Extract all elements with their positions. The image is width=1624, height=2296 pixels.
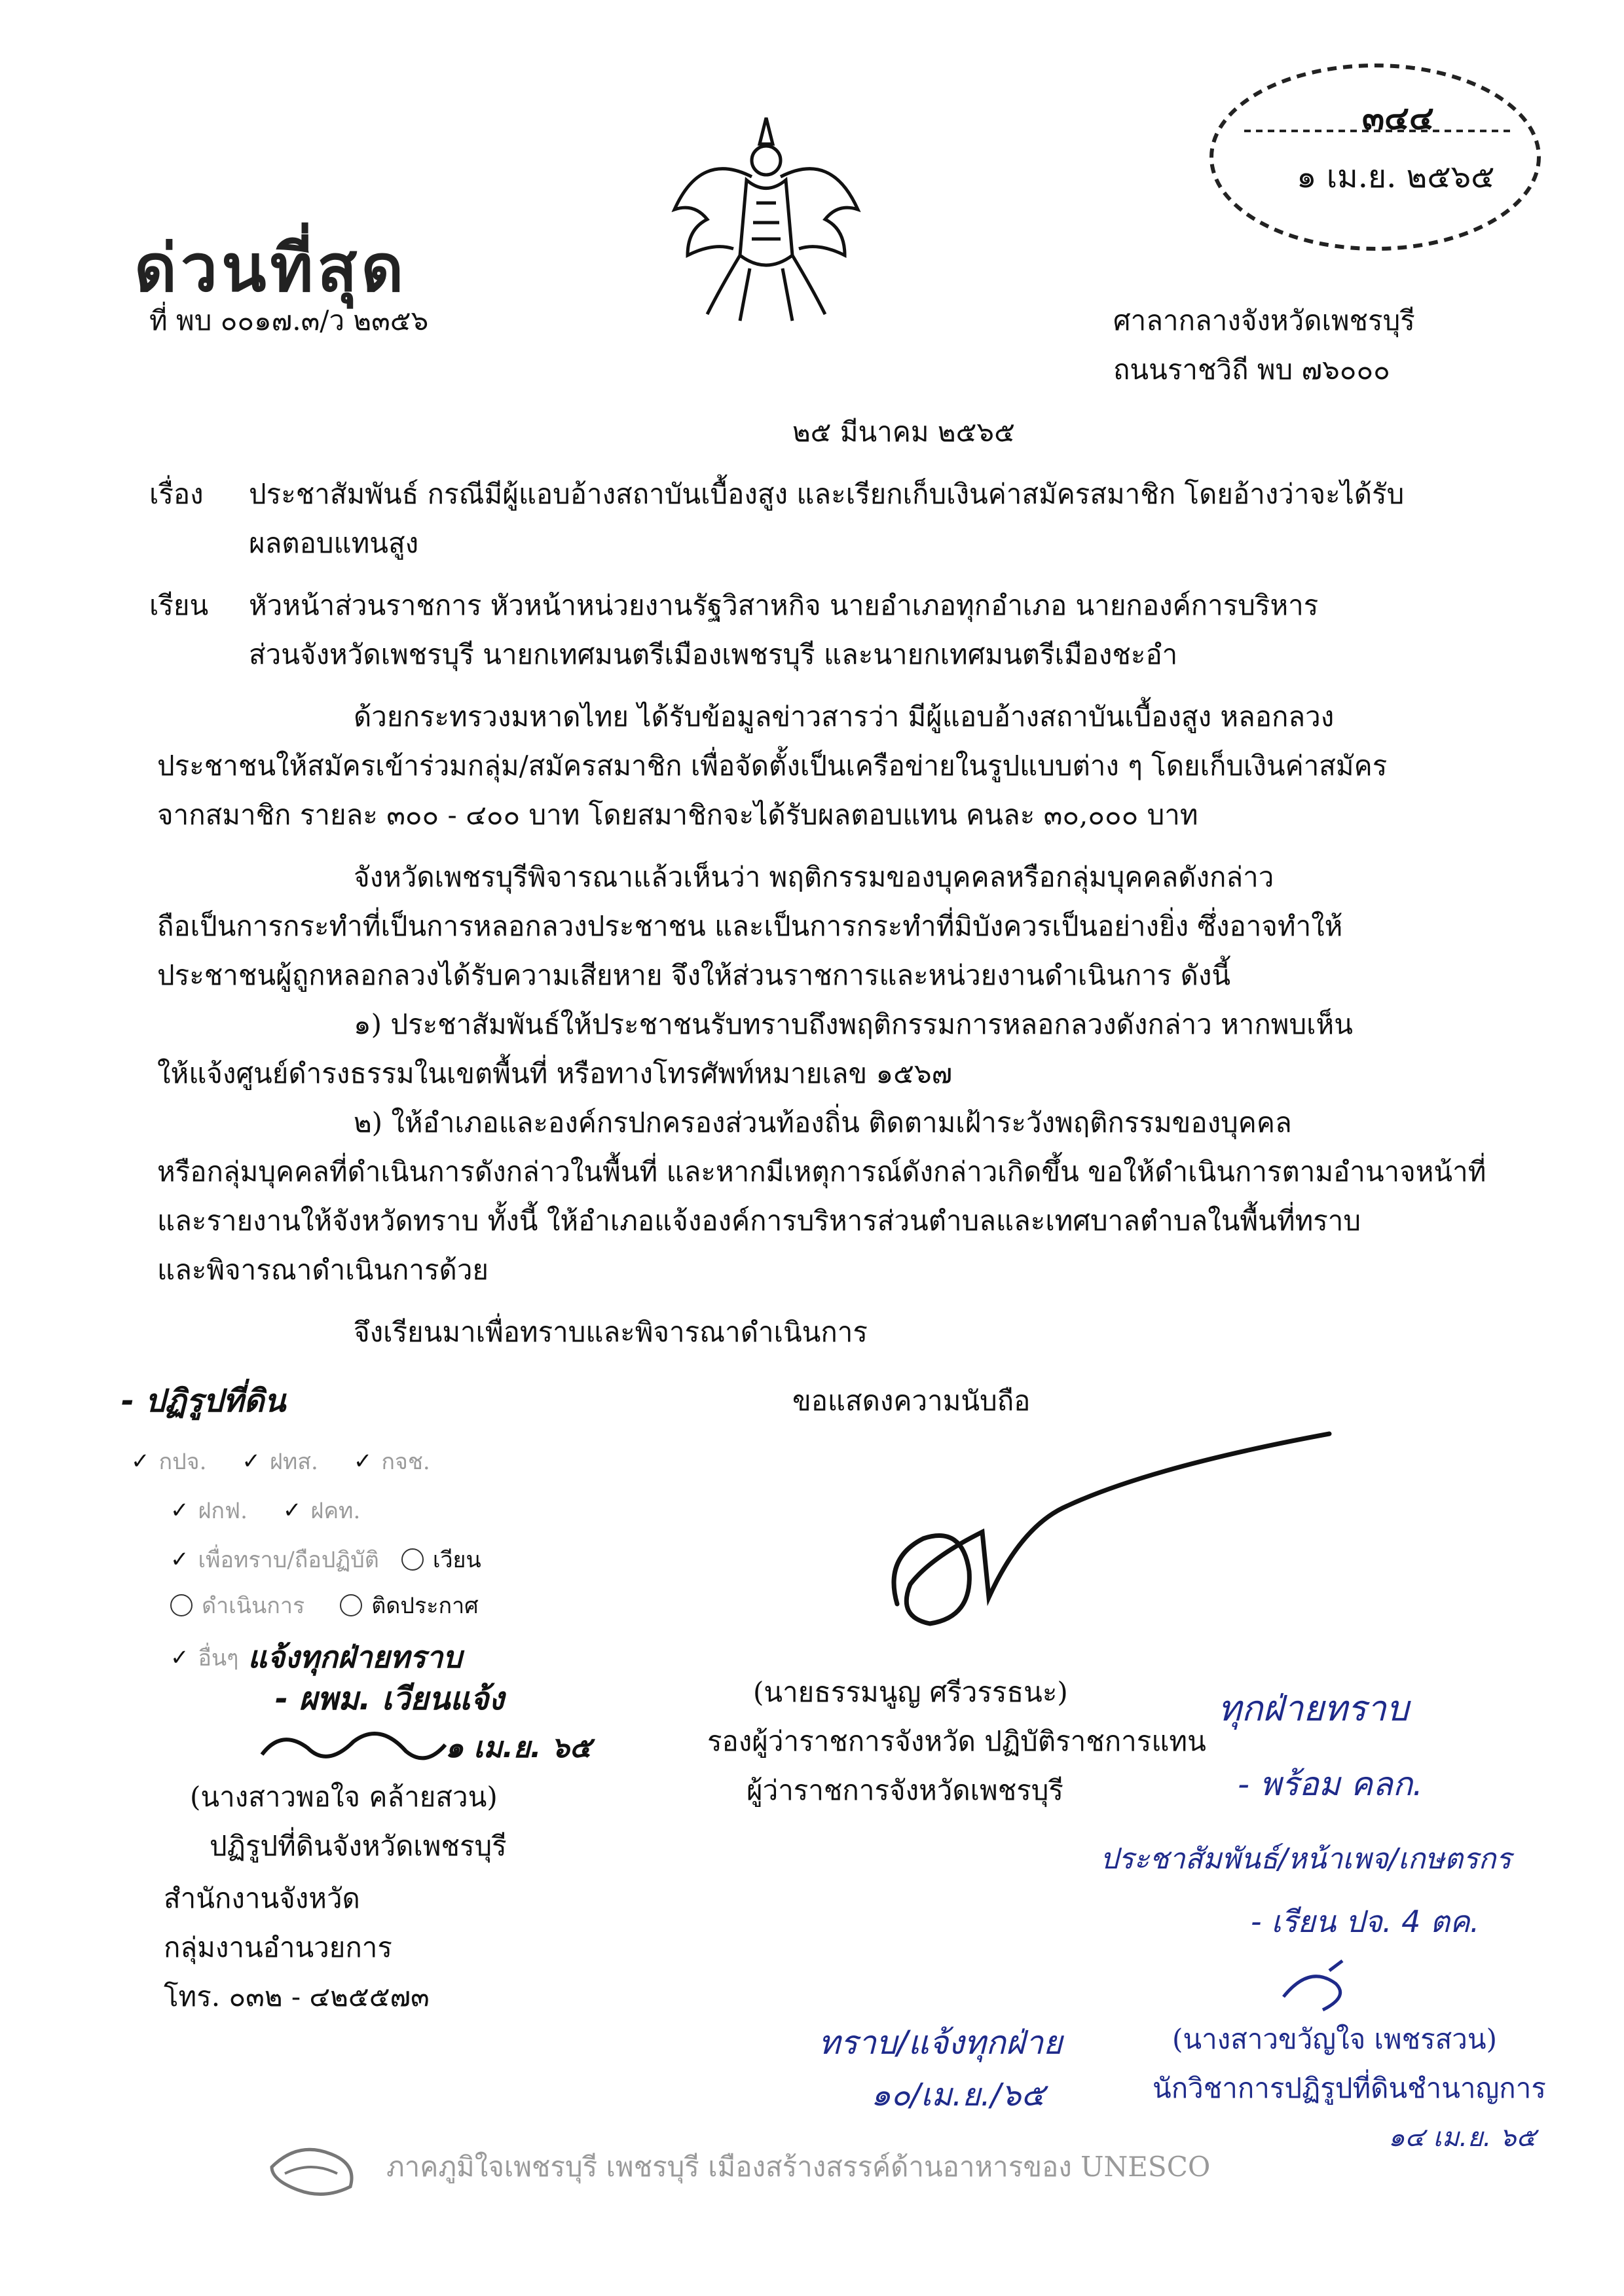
routing-option-5: ฝคท. <box>310 1498 361 1524</box>
subject-line1: ประชาสัมพันธ์ กรณีมีผู้แอบอ้างสถาบันเบื้องสูง และเรียกเก็บเงินค่าสมัครสมาชิก โดยอ้างว่าจะได้รับ <box>249 478 1405 510</box>
check-mark-icon: ✓ <box>170 1546 189 1573</box>
right-note-1: ทุกฝ่ายทราบ <box>1218 1688 1409 1729</box>
check-mark-icon: ✓ <box>282 1497 302 1523</box>
routing-row5 <box>170 1633 462 1681</box>
signature-mark <box>871 1427 1369 1650</box>
check-mark-icon: ✓ <box>170 1497 189 1523</box>
routing-option-9: ติดประกาศ <box>371 1593 479 1619</box>
footer-slogan: ภาคภูมิใจเพชรบุรี เพชรบุรี เมืองสร้างสรรค์ด้านอาหารของ UNESCO <box>386 2151 1211 2183</box>
body-p1-line2: ประชาชนให้สมัครเข้าร่วมกลุ่ม/สมัครสมาชิก เพื่อจัดตั้งเป็นเครือข่ายในรูปแบบต่าง ๆ โดยเก็บเงินค่าสมัคร <box>157 750 1388 782</box>
addressee-line1: หัวหน้าส่วนราชการ หัวหน้าหน่วยงานรัฐวิสาหกิจ นายอำเภอทุกอำเภอ นายกองค์การบริหาร <box>249 589 1319 621</box>
check-mark-icon: ✓ <box>353 1448 373 1474</box>
radio-circle-icon <box>170 1594 193 1616</box>
routing-option-7: เวียน <box>432 1547 481 1573</box>
body-item1-line1: ๑) ประชาสัมพันธ์ให้ประชาชนรับทราบถึงพฤติกรรมการหลอกลวงดังกล่าว หากพบเห็น <box>354 1008 1353 1040</box>
body-p1-line3: จากสมาชิก รายละ ๓๐๐ - ๔๐๐ บาท โดยสมาชิกจะได้รับผลตอบแทน คนละ ๓๐,๐๐๐ บาท <box>157 799 1198 831</box>
body-item2-line4: และพิจารณาดำเนินการด้วย <box>157 1254 489 1286</box>
subject-label: เรื่อง <box>149 478 204 510</box>
right-note-3: ประชาสัมพันธ์/หน้าเพจ/เกษตรกร <box>1100 1842 1511 1876</box>
urgency-stamp: ด่วนที่สุด <box>134 229 408 306</box>
routing-option-2: ฝทส. <box>269 1449 318 1475</box>
routing-heading: - ปฏิรูปที่ดิน <box>121 1383 286 1419</box>
body-p2-line1: จังหวัดเพชรบุรีพิจารณาแล้วเห็นว่า พฤติกรรมของบุคคลหรือกลุ่มบุคคลดังกล่าว <box>354 861 1274 893</box>
handwritten-initials <box>255 1722 452 1781</box>
routing-option-4: ฝกฟ. <box>198 1498 248 1524</box>
routing-option-1: กปจ. <box>158 1449 207 1475</box>
bottom-note-line1: ทราบ/แจ้งทุกฝ่าย <box>819 2024 1063 2062</box>
contact-office: สำนักงานจังหวัด <box>164 1882 360 1914</box>
regards-line: ขอแสดงความนับถือ <box>792 1385 1031 1417</box>
right-note-date: ๑๔ เม.ย. ๖๕ <box>1388 2123 1536 2153</box>
signer-title-line1: รองผู้ว่าราชการจังหวัด ปฏิบัติราชการแทน <box>707 1725 1206 1757</box>
routing-option-6: เพื่อทราบ/ถือปฏิบัติ <box>198 1547 379 1573</box>
routing-option-3: กจช. <box>381 1449 430 1475</box>
left-signer-name: (นางสาวพอใจ คล้ายสวน) <box>190 1781 498 1813</box>
right-signer-name: (นางสาวขวัญใจ เพชรสวน) <box>1172 2023 1497 2055</box>
handwritten-initials <box>1270 1958 1375 2016</box>
right-note-4: - เรียน ปจ. 4 ตค. <box>1251 1904 1480 1939</box>
routing-row1 <box>131 1444 430 1479</box>
routing-row4 <box>170 1588 479 1623</box>
check-mark-icon: ✓ <box>170 1644 189 1671</box>
receive-stamp-date: ๑ เม.ย. ๒๕๖๕ <box>1297 158 1495 195</box>
body-item2-line3: และรายงานให้จังหวัดทราบ ทั้งนี้ ให้อำเภอแจ้งองค์การบริหารส่วนตำบลและเทศบาลตำบลในพื้นที่ทราบ <box>157 1205 1361 1237</box>
document-date: ๒๕ มีนาคม ๒๕๖๕ <box>792 416 1015 448</box>
subject-line2: ผลตอบแทนสูง <box>249 527 419 559</box>
bottom-note-line2: ๑๐/เม.ย./๖๕ <box>871 2077 1045 2113</box>
routing-option-8: ดำเนินการ <box>202 1593 305 1619</box>
office-address-line2: ถนนราชวิถี พบ ๗๖๐๐๐ <box>1113 354 1390 386</box>
addressee-label: เรียน <box>149 589 209 621</box>
receive-stamp-number: ๓๔๔ <box>1362 98 1434 137</box>
body-item2-line2: หรือกลุ่มบุคคลที่ดำเนินการดังกล่าวในพื้นที่ และหากมีเหตุการณ์ดังกล่าวเกิดขึ้น ขอให้ดำเนินการตามอำนาจหน้าที่ <box>157 1156 1486 1188</box>
routing-row3 <box>170 1542 481 1577</box>
office-address-line1: ศาลากลางจังหวัดเพชรบุรี <box>1113 304 1415 337</box>
body-item2-line1: ๒) ให้อำเภอและองค์กรปกครองส่วนท้องถิ่น ติดตามเฝ้าระวังพฤติกรรมของบุคคล <box>354 1106 1292 1139</box>
garuda-emblem-icon <box>661 105 871 327</box>
contact-group: กลุ่มงานอำนวยการ <box>164 1931 392 1963</box>
check-mark-icon: ✓ <box>131 1448 150 1474</box>
signer-title-line2: ผู้ว่าราชการจังหวัดเพชรบุรี <box>747 1774 1063 1806</box>
routing-option-10: อื่นๆ <box>198 1645 239 1671</box>
unesco-logo-icon <box>259 2128 370 2206</box>
right-signer-title: นักวิชาการปฏิรูปที่ดินชำนาญการ <box>1153 2072 1546 2104</box>
document-number: ที่ พบ ๐๐๑๗.๓/ว ๒๓๕๖ <box>149 304 429 337</box>
signer-name: (นายธรรมนูญ ศรีวรรธนะ) <box>753 1676 1068 1708</box>
body-item1-line2: ให้แจ้งศูนย์ดำรงธรรมในเขตพื้นที่ หรือทางโทรศัพท์หมายเลข ๑๕๖๗ <box>157 1057 953 1089</box>
body-p2-line2: ถือเป็นการกระทำที่เป็นการหลอกลวงประชาชน และเป็นการกระทำที่มิบังควรเป็นอย่างยิ่ง ซึ่งอาจทำให้ <box>157 910 1343 942</box>
body-p2-line3: ประชาชนผู้ถูกหลอกลวงได้รับความเสียหาย จึงให้ส่วนราชการและหน่วยงานดำเนินการ ดังนี้ <box>157 959 1231 991</box>
contact-phone: โทร. ๐๓๒ - ๔๒๕๕๗๓ <box>164 1980 430 2013</box>
right-note-2: - พร้อม คลก. <box>1238 1765 1423 1803</box>
body-p1-line1: ด้วยกระทรวงมหาดไทย ได้รับข้อมูลข่าวสารว่า มีผู้แอบอ้างสถาบันเบื้องสูง หลอกลวง <box>354 701 1335 733</box>
radio-circle-icon <box>340 1594 362 1616</box>
routing-note-1: แจ้งทุกฝ่ายทราบ <box>248 1639 462 1675</box>
radio-circle-icon <box>401 1548 424 1571</box>
routing-note-3: ๑ เม.ย. ๖๕ <box>445 1731 592 1764</box>
routing-row2 <box>170 1493 360 1528</box>
check-mark-icon: ✓ <box>242 1448 261 1474</box>
addressee-line2: ส่วนจังหวัดเพชรบุรี นายกเทศมนตรีเมืองเพชรบุรี และนายกเทศมนตรีเมืองชะอำ <box>249 638 1178 670</box>
closing-line: จึงเรียนมาเพื่อทราบและพิจารณาดำเนินการ <box>354 1316 868 1348</box>
left-signer-title: ปฏิรูปที่ดินจังหวัดเพชรบุรี <box>210 1830 507 1862</box>
routing-note-2: - ผพม. เวียนแจ้ง <box>275 1681 504 1717</box>
